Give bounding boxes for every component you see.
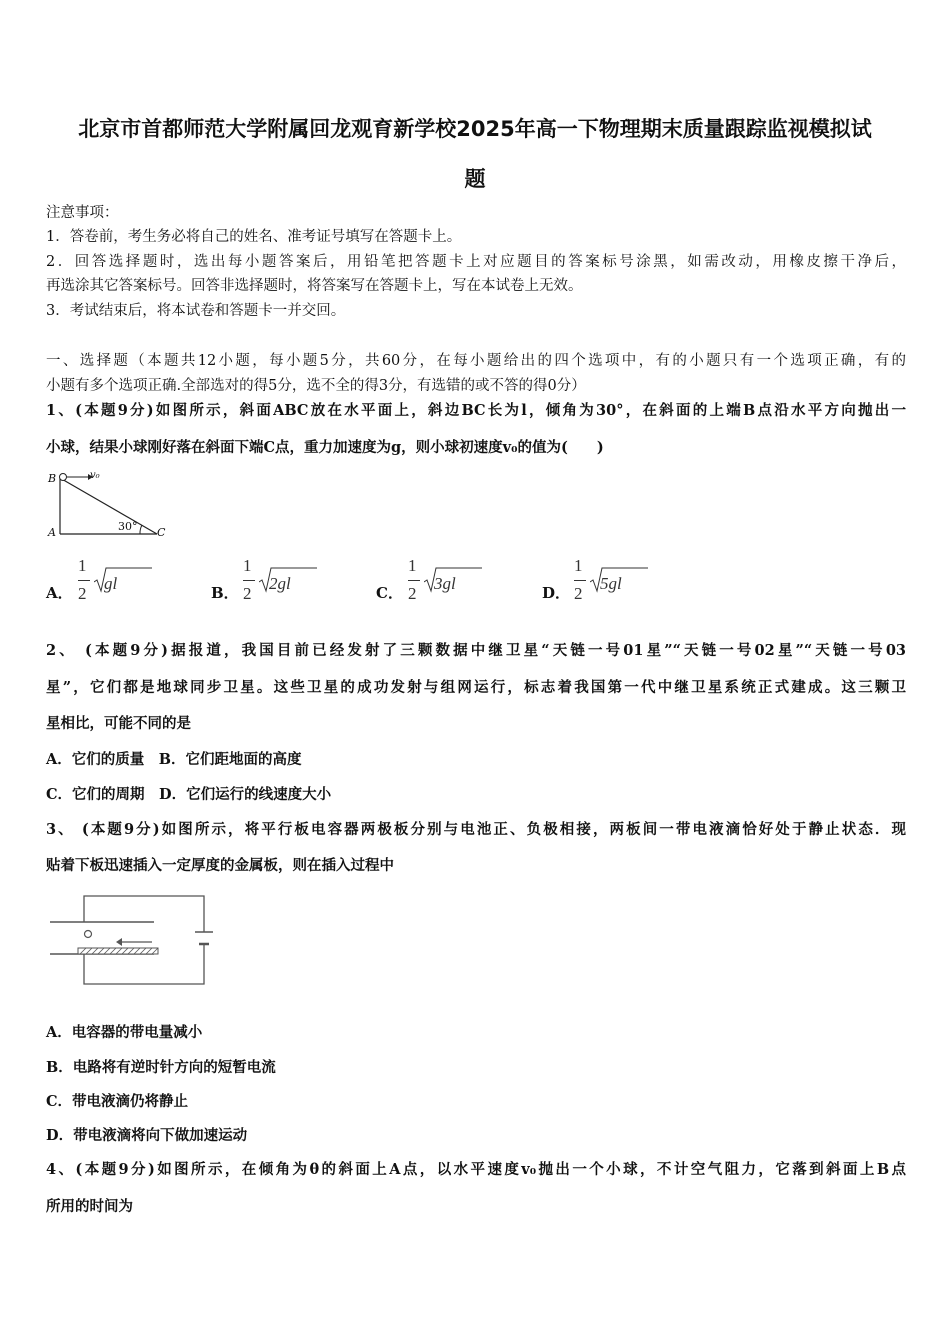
denominator: 2: [78, 584, 87, 603]
sqrt-icon: [259, 566, 319, 594]
question-2-text-end: 星相比，可能不同的是: [46, 715, 191, 732]
label-a: A: [48, 526, 56, 539]
question-3-text: 3、 (本题9分)如图所示，将平行板电容器两极板分别与电池正、负极相接，两板间一带电液滴恰好处于静止状态．现: [46, 821, 906, 838]
denominator: 2: [408, 584, 417, 603]
question-2-text-continued: 星”，它们都是地球同步卫星。这些卫星的成功发射与组网运行，标志着我国第一代中继卫星系统正式建成。这三颗卫: [46, 679, 906, 696]
sqrt-icon: [424, 566, 484, 594]
question-4-text: 4、(本题9分)如图所示，在倾角为θ的斜面上A点，以水平速度v₀抛出一个小球，不计空气阻力，它落到斜面上B点: [46, 1161, 906, 1178]
notice-item-2-continued: 再选涂其它答案标号。回答非选择题时，将答案写在答题卡上，写在本试卷上无效。: [46, 278, 583, 294]
question-3-option-b: B．电路将有逆时针方向的短暂电流: [46, 1059, 276, 1076]
question-2-text: 2、 (本题9分)据报道，我国目前已经发射了三颗数据中继卫星“天链一号01星”“天链一号02星”“天链一号03: [46, 642, 906, 659]
question-2-options-cd: C．它们的周期 D．它们运行的线速度大小: [46, 786, 332, 803]
question-3-text-continued: 贴着下板迅速插入一定厚度的金属板，则在插入过程中: [46, 857, 394, 874]
question-1-text: 1、(本题9分)如图所示，斜面ABC放在水平面上，斜边BC长为l，倾角为30°，在斜面的上端B点沿水平方向抛出一: [46, 402, 906, 419]
sqrt-icon: [94, 566, 154, 594]
option-a-label: A．: [46, 584, 73, 602]
numerator: 1: [574, 556, 583, 575]
page-title: 北京市首都师范大学附属回龙观育新学校2025年高一下物理期末质量跟踪监视模拟试: [78, 117, 872, 141]
option-c-label: C．: [376, 584, 403, 602]
option-b-label: B．: [211, 584, 239, 602]
notice-item-2: 2．回答选择题时，选出每小题答案后，用铅笔把答题卡上对应题目的答案标号涂黑，如需改动，用橡皮擦干净后，: [46, 254, 906, 270]
denominator: 2: [574, 584, 583, 603]
label-b: B: [48, 472, 57, 485]
numerator: 1: [78, 556, 87, 575]
incline-figure: [44, 468, 174, 548]
question-4-text-continued: 所用的时间为: [46, 1198, 133, 1215]
radicand: gl: [104, 574, 118, 593]
radicand: 5gl: [600, 574, 622, 593]
option-d-label: D．: [542, 584, 571, 602]
denominator: 2: [243, 584, 252, 603]
radicand: 2gl: [269, 574, 291, 593]
page-title-continued: 题: [464, 167, 486, 191]
numerator: 1: [243, 556, 252, 575]
label-c: C: [157, 526, 166, 539]
numerator: 1: [408, 556, 417, 575]
notice-item-1: 1．答卷前，考生务必将自己的姓名、准考证号填写在答题卡上。: [46, 229, 462, 245]
label-angle: 30°: [118, 520, 138, 533]
question-1-text-continued: 小球，结果小球刚好落在斜面下端C点，重力加速度为g，则小球初速度v₀的值为( ): [46, 439, 604, 456]
notice-heading: 注意事项：: [46, 205, 119, 221]
question-3-option-d: D．带电液滴将向下做加速运动: [46, 1127, 248, 1144]
section-heading: 一、选择题（本题共12小题，每小题5分，共60分，在每小题给出的四个选项中，有的小题只有一个选项正确，有的: [46, 353, 906, 369]
notice-item-3: 3．考试结束后，将本试卷和答题卡一并交回。: [46, 303, 346, 319]
question-2-options-ab: A．它们的质量 B．它们距地面的高度: [46, 751, 302, 768]
label-v0: v₀: [90, 470, 100, 481]
capacitor-circuit-figure: [44, 892, 214, 988]
radicand: 3gl: [434, 574, 456, 593]
question-3-option-c: C．带电液滴仍将静止: [46, 1093, 189, 1110]
section-heading-continued: 小题有多个选项正确.全部选对的得5分，选不全的得3分，有选错的或不答的得0分）: [46, 378, 586, 394]
sqrt-icon: [590, 566, 650, 594]
question-3-option-a: A．电容器的带电量减小: [46, 1024, 203, 1041]
